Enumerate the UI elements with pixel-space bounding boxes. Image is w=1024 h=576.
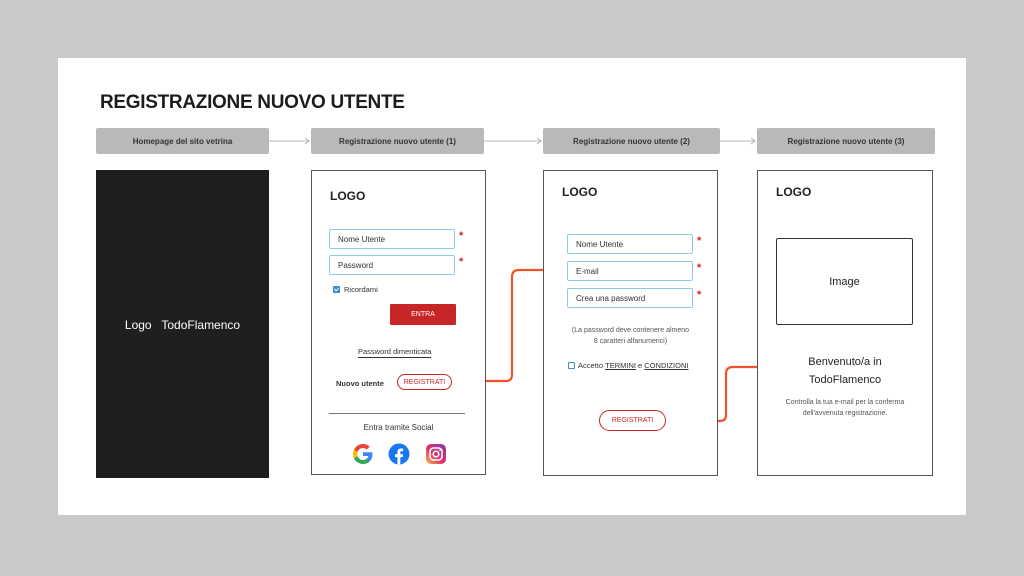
login-screen xyxy=(311,170,486,475)
login-logo: LOGO xyxy=(330,189,366,203)
accept-terms xyxy=(568,361,688,370)
accept-and: e xyxy=(635,361,645,370)
accept-terms-checkbox[interactable] xyxy=(568,362,575,369)
instagram-icon[interactable] xyxy=(425,443,447,465)
remember-checkbox[interactable] xyxy=(333,286,340,293)
forgot-password-link[interactable]: Password dimenticata xyxy=(358,347,432,356)
register-username-placeholder: Nome Utente xyxy=(576,239,624,249)
welcome-line2: TodoFlamenco xyxy=(808,374,882,386)
google-icon[interactable] xyxy=(352,443,374,465)
remember-label: Ricordami xyxy=(344,285,378,294)
step-homepage: Homepage del sito vetrina xyxy=(96,128,269,154)
step-registration-1: Registrazione nuovo utente (1) xyxy=(311,128,484,154)
terms-link[interactable]: TERMINI xyxy=(605,361,636,370)
register-username-input[interactable] xyxy=(567,234,693,254)
info-line1: Controlla la tua e-mail per la conferma xyxy=(785,399,905,406)
new-user-label: Nuovo utente xyxy=(336,379,384,388)
divider xyxy=(329,413,465,414)
facebook-icon[interactable] xyxy=(388,443,410,465)
confirm-screen xyxy=(757,170,933,476)
password-hint xyxy=(544,325,717,347)
accept-prefix: Accetto xyxy=(578,361,606,370)
remember-me[interactable] xyxy=(333,285,378,294)
conditions-link[interactable]: CONDIZIONI xyxy=(644,361,689,370)
register-button[interactable]: REGISTRATI xyxy=(599,410,666,431)
username-required-mark: * xyxy=(459,230,464,242)
homepage-screen xyxy=(96,170,269,478)
create-password-input[interactable] xyxy=(567,288,693,308)
password-hint-line2: 8 caratteri alfanumerici) xyxy=(593,338,668,345)
password-input[interactable] xyxy=(329,255,455,275)
register-logo: LOGO xyxy=(562,185,598,199)
enter-button[interactable]: ENTRA xyxy=(390,304,456,325)
password-placeholder: Password xyxy=(338,260,374,270)
welcome-message xyxy=(758,353,932,389)
homepage-logo-text: Logo TodoFlamenco xyxy=(124,318,241,332)
confirm-logo: LOGO xyxy=(776,185,812,199)
email-input[interactable] xyxy=(567,261,693,281)
social-label: Entra tramite Social xyxy=(363,423,434,432)
page-title: REGISTRAZIONE NUOVO UTENTE xyxy=(100,92,405,113)
step-registration-3: Registrazione nuovo utente (3) xyxy=(757,128,935,154)
image-placeholder xyxy=(776,238,913,325)
step-registration-2: Registrazione nuovo utente (2) xyxy=(543,128,720,154)
create-password-required-mark: * xyxy=(697,289,702,301)
password-required-mark: * xyxy=(459,256,464,268)
username-input[interactable] xyxy=(329,229,455,249)
email-placeholder: E-mail xyxy=(576,266,599,276)
create-password-placeholder: Crea una password xyxy=(576,293,646,303)
email-required-mark: * xyxy=(697,262,702,274)
register-username-required-mark: * xyxy=(697,235,702,247)
welcome-line1: Benvenuto/a in xyxy=(808,356,882,368)
password-hint-line1: (La password deve contenere almeno xyxy=(571,327,690,334)
confirm-info xyxy=(758,397,932,419)
register-screen xyxy=(543,170,718,476)
username-placeholder: Nome Utente xyxy=(338,234,386,244)
register-button-login[interactable]: REGISTRATI xyxy=(397,374,452,390)
info-line2: dell'avvenuta registrazione. xyxy=(802,410,888,417)
image-label: Image xyxy=(829,275,860,288)
